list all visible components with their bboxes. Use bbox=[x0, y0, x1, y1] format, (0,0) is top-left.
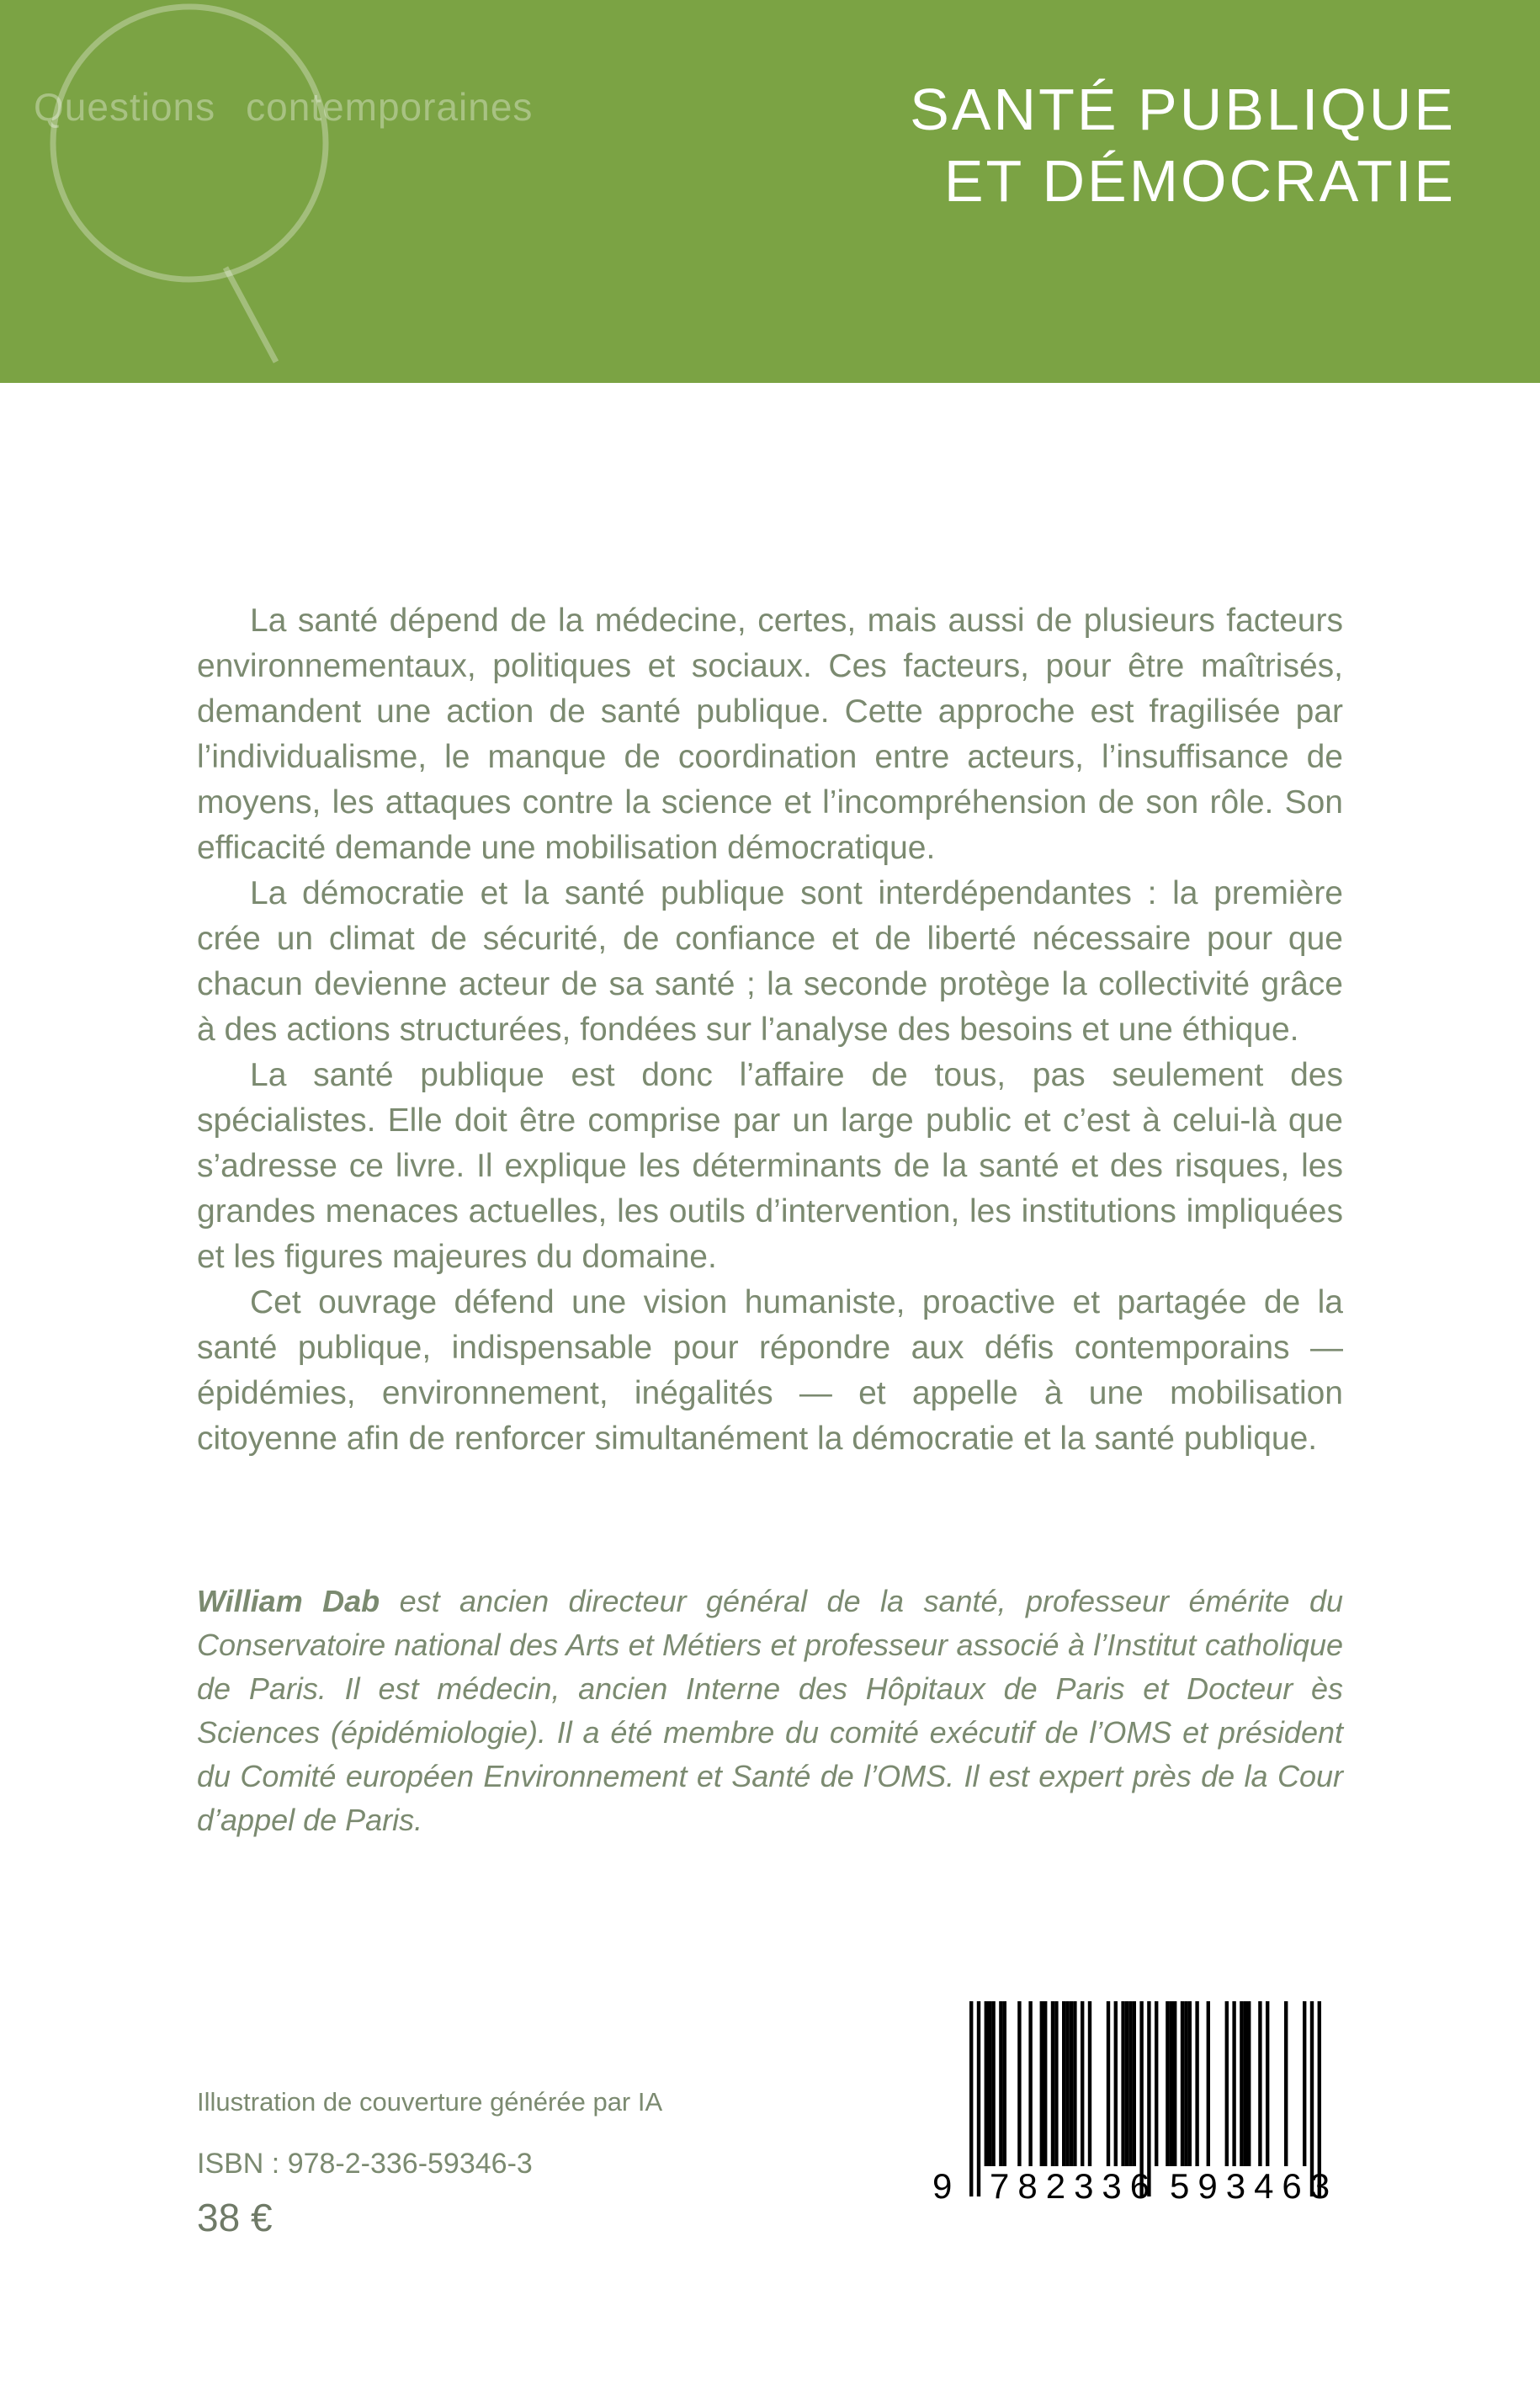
header-band bbox=[0, 0, 1540, 383]
series-q-logo-icon bbox=[8, 0, 412, 387]
barcode-digit-left-group: 782336 bbox=[990, 2166, 1159, 2206]
series-name-word1: Questions bbox=[34, 85, 216, 129]
synopsis-paragraph: La démocratie et la santé publique sont interdépendantes : la première crée un climat de sécurité, de confiance et de liberté nécessaire pour que chacun devienne acteur de sa santé ; la seconde protège la collectivité grâce à des actions structurées, fondées sur l’analyse des besoins et une éthique. bbox=[197, 875, 1343, 1048]
book-title bbox=[910, 74, 1456, 218]
synopsis-paragraph: La santé dépend de la médecine, certes, mais aussi de plusieurs facteurs environnementaux, politiques et sociaux. Ces facteurs, pour être maîtrisés, demandent une action de santé publique. Cette approche est fragilisée par l’individualisme, le manque de coordination entre acteurs, l’insuffisance de moyens, les attaques contre la science et l’incompréhension de son rôle. Son efficacité demande une mobilisation démocratique. bbox=[197, 603, 1343, 866]
barcode-digit-right-group: 593463 bbox=[1170, 2166, 1339, 2206]
series-name-word2: contemporaines bbox=[246, 85, 534, 129]
synopsis bbox=[0, 383, 1540, 1842]
barcode bbox=[929, 2001, 1350, 2227]
book-title-line2: ET DÉMOCRATIE bbox=[943, 148, 1456, 215]
synopsis-paragraph: Cet ouvrage défend une vision humaniste, proactive et partagée de la santé publique, indispensable pour répondre aux défis contemporains — épidémies, environnement, inégalités — et appelle à une mobilisation citoyenne afin de renforcer simultanément la démocratie et la santé publique. bbox=[197, 1284, 1343, 1457]
synopsis-paragraph: La santé publique est donc l’affaire de tous, pas seulement des spécialistes. Elle doit être comprise par un large public et c’est à celui-là que s’adresse ce livre. Il explique les déterminants de la santé et des risques, les grandes menaces actuelles, les outils d’intervention, les institutions impliquées et les figures majeures du domaine. bbox=[197, 1057, 1343, 1275]
author-name: William Dab bbox=[197, 1584, 380, 1618]
barcode-digit-first: 9 bbox=[932, 2166, 953, 2206]
series-name bbox=[34, 84, 533, 130]
isbn: ISBN : 978-2-336-59346-3 bbox=[197, 2148, 533, 2180]
illustration-credit: Illustration de couverture générée par IA bbox=[197, 2087, 663, 2117]
price: 38 € bbox=[197, 2196, 273, 2239]
author-bio-text: est ancien directeur général de la santé, professeur émérite du Conservatoire national des Arts et Métiers et professeur associé à l’Institut catholique de Paris. Il est médecin, ancien Interne des Hôpitaux de Paris et Docteur ès Sciences (épidémiologie). Il a été membre du comité exécutif de l’OMS et président du Comité européen Environnement et Santé de l’OMS. Il est expert près de la Cour d’appel de Paris. bbox=[197, 1584, 1343, 1837]
book-title-line1: SANTÉ PUBLIQUE bbox=[910, 77, 1456, 142]
author-bio bbox=[197, 1580, 1343, 1842]
